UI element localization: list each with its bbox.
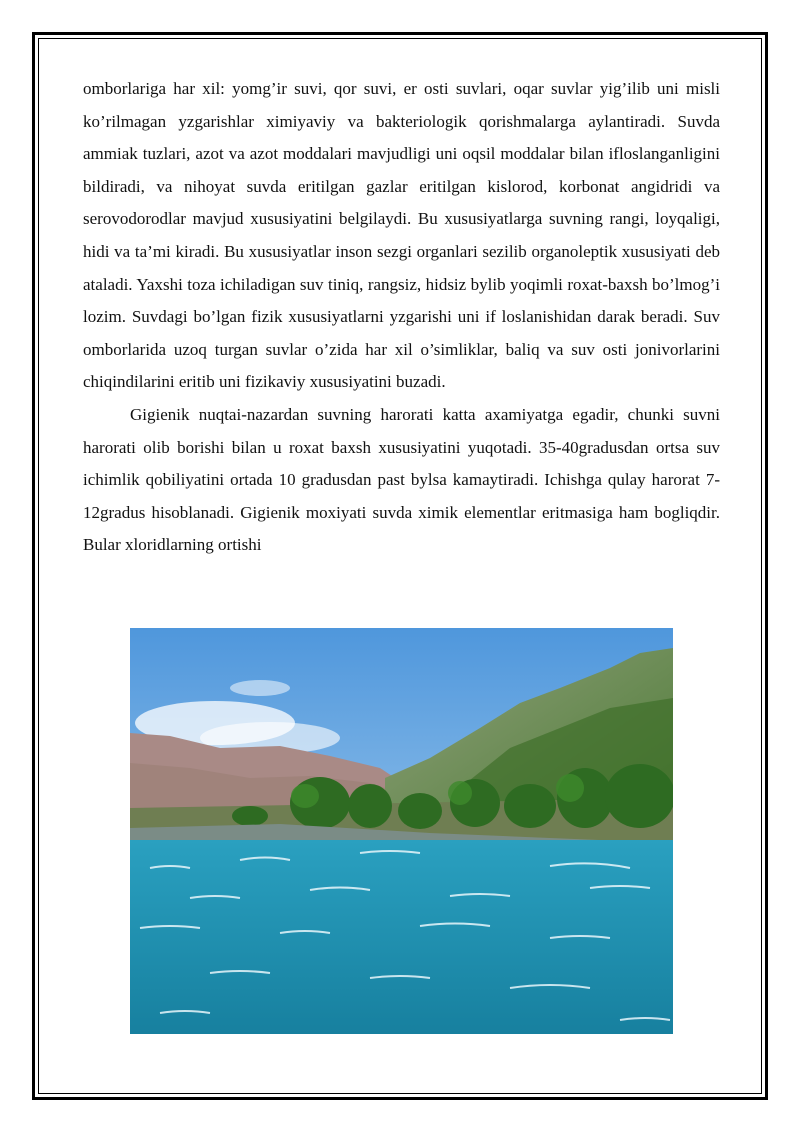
paragraph-1: omborlariga har xil: yomg’ir suvi, qor suvi, er osti suvlari, oqar suvlar yig’ilib uni misli ko’rilmagan yzgarishlar ximiyaviy va bakteriologik qorishmalarga aylantiradi. Suvda ammiak tuzlari, azot va azot moddalari mavjudligi uni oqsil moddalar bilan ifloslanganligini bildiradi, va nihoyat suvda eritilgan gazlar eritilgan kislorod, korbonat angidridi va serovodorodlar mavjud xususiyatini belgilaydi. Bu xususiyatlarga suvning rangi, loyqaligi, hidi va ta’mi kiradi. Bu xususiyatlar inson sezgi organlari sezilib organoleptik xususiyati deb ataladi. Yaxshi toza ichiladigan suv tiniq, rangsiz, hidsiz bylib yoqimli roxat-baxsh bo’lmog’i lozim. Suvdagi bo’lgan fizik xususiyatlarni yzgarishi uni if loslanishidan darak beradi. Suv omborlarida uzoq turgan suvlar o’zida har xil o’simliklar, baliq va suv osti jonivorlarini chiqindilarini eritib uni fizikaviy xususiyatini buzadi. <box>83 79 720 392</box>
river-photo <box>130 628 673 1034</box>
document-body <box>83 73 720 562</box>
paragraph-2: Gigienik nuqtai-nazardan suvning harorati katta axamiyatga egadir, chunki suvni harorati olib borishi bilan u roxat baxsh xususiyatini yuqotadi. 35-40gradusdan ortsa suv ichimlik qobiliyatini ortada 10 gradusdan past bylsa kamaytiradi. Ichishga qulay harorat 7-12gradus hisoblanadi. Gigienik moxiyati suvda ximik elementlar eritmasiga ham bogliqdir. Bular xloridlarning ortishi <box>83 404 720 555</box>
river-landscape-image <box>130 628 673 1034</box>
